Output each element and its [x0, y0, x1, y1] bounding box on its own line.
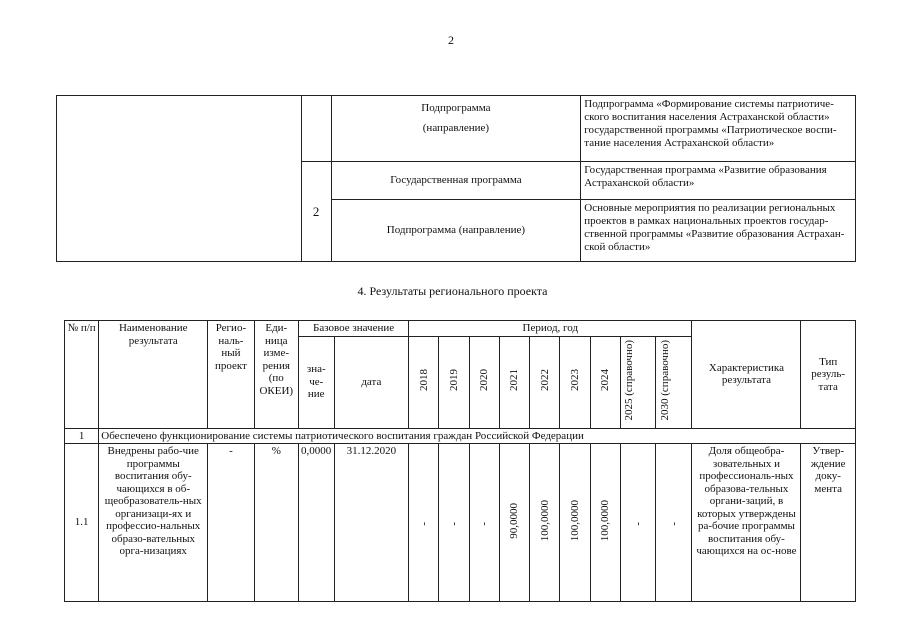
header-year	[530, 336, 560, 428]
header-base-value: зна-че-ние	[298, 336, 334, 428]
results-table	[64, 320, 856, 602]
header-year	[560, 336, 590, 428]
year-value: -	[478, 521, 491, 526]
section-title: 4. Результаты регионального проекта	[357, 284, 548, 298]
row-num: 1.1	[65, 444, 99, 602]
subprogram-value: Подпрограмма «Формирование системы патриотиче-ского воспитания населения Астраханской области» государственной программы «Патриотическое воспи-тание населения Астраханской области»	[581, 96, 856, 162]
row-year-value	[560, 444, 590, 602]
state-program-value: Государственная программа «Развитие образования Астраханской области»	[581, 162, 856, 200]
subprogram-direction-label: Подпрограмма (направление)	[331, 200, 581, 262]
row-base-date: 31.12.2020	[334, 444, 409, 602]
year-label: 2021	[508, 369, 521, 392]
header-type: Тип резуль-тата	[801, 321, 856, 429]
year-value: -	[667, 521, 680, 526]
row-year-value	[590, 444, 620, 602]
header-name: Наименование результата	[99, 321, 208, 429]
header-period: Период, год	[409, 321, 692, 337]
row-year-value	[499, 444, 529, 602]
header-year	[499, 336, 529, 428]
row-year-value	[469, 444, 499, 602]
year-value: 100,0000	[568, 500, 581, 542]
header-year	[469, 336, 499, 428]
subprogram-direction-value: Основные мероприятия по реализации региональных проектов в рамках национальных проектов государ-ственной программы «Развитие образования Астрахан-ской области»	[581, 200, 856, 262]
header-regional: Регио-наль-ный проект	[208, 321, 254, 429]
row-year-value	[620, 444, 655, 602]
row-number: 2	[301, 162, 331, 262]
header-base: Базовое значение	[298, 321, 408, 337]
row-regional: -	[208, 444, 254, 602]
row-year-value	[656, 444, 692, 602]
row-type: Утвер-ждение доку-мента	[801, 444, 856, 602]
year-value: 100,0000	[538, 500, 551, 542]
section-row-num: 1	[65, 428, 99, 444]
row-name: Внедрены рабо-чие программы воспитания обу-чающихся в об-щеобразователь-ных организаци-ях и профессио-нальных образо-вательных орга-низациях	[99, 444, 208, 602]
program-table	[56, 95, 856, 262]
empty-number-cell	[301, 96, 331, 162]
year-label: 2022	[538, 369, 551, 392]
year-label: 2023	[568, 369, 581, 392]
page-number: 2	[448, 33, 454, 47]
year-value: -	[417, 521, 430, 526]
year-label: 2030 (справочно)	[658, 340, 671, 421]
header-year	[409, 336, 439, 428]
empty-cell	[57, 96, 302, 262]
section-row-text: Обеспечено функционирование системы патриотического воспитания граждан Российской Федерации	[99, 428, 856, 444]
header-year	[656, 336, 692, 428]
year-label: 2019	[447, 369, 460, 392]
header-year	[439, 336, 469, 428]
year-label: 2020	[478, 369, 491, 392]
row-year-value	[409, 444, 439, 602]
year-label: 2025 (справочно)	[623, 340, 636, 421]
row-base-value: 0,0000	[298, 444, 334, 602]
row-characteristic: Доля общеобра-зовательных и профессиональ-ных образова-тельных органи-заций, в которых утверждены ра-бочие программы воспитания обу-чающихся на ос-нове	[692, 444, 801, 602]
year-label: 2024	[599, 369, 612, 392]
year-label: 2018	[417, 369, 430, 392]
year-value: -	[447, 521, 460, 526]
year-value: 90,0000	[508, 502, 521, 539]
header-year	[590, 336, 620, 428]
row-year-value	[439, 444, 469, 602]
header-num: № п/п	[65, 321, 99, 429]
year-value: 100,0000	[599, 500, 612, 542]
header-base-date: дата	[334, 336, 409, 428]
row-year-value	[530, 444, 560, 602]
subprogram-label: Подпрограмма (направление)	[331, 96, 581, 162]
header-characteristic: Характеристика результата	[692, 321, 801, 429]
header-unit: Еди-ница изме-рения (по ОКЕИ)	[254, 321, 298, 429]
state-program-label: Государственная программа	[331, 162, 581, 200]
year-value: -	[631, 521, 644, 526]
header-year	[620, 336, 655, 428]
row-unit: %	[254, 444, 298, 602]
